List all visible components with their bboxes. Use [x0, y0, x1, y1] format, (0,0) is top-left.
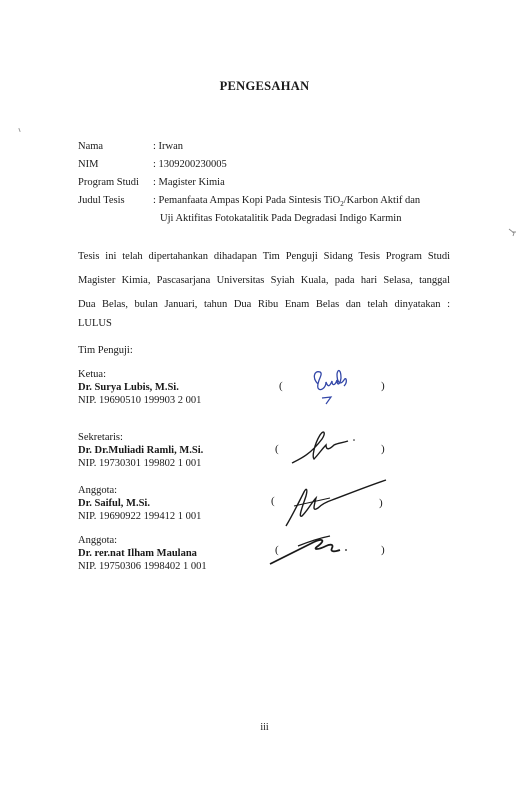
judul-subscript: 2: [340, 200, 344, 209]
signature-open-paren: (: [275, 443, 279, 455]
member-name: Dr. Saiful, M.Si.: [78, 498, 150, 509]
info-value-name: : Irwan: [153, 141, 184, 152]
info-label-nim: NIM: [78, 159, 99, 170]
statement-paragraph: [78, 245, 450, 331]
member-sekretaris: [78, 431, 203, 470]
paragraph-line-4: LULUS: [78, 318, 112, 329]
scan-speck: [18, 128, 20, 132]
member-anggota-1: [78, 484, 201, 523]
signature-anggota-2: [268, 530, 358, 570]
signature-close-paren: ): [381, 544, 385, 556]
member-nip: NIP. 19750306 1998402 1 001: [78, 561, 207, 572]
member-name: Dr. Surya Lubis, M.Si.: [78, 382, 179, 393]
member-nip: NIP. 19690510 199903 2 001: [78, 395, 202, 406]
paragraph-line-2: Magister Kimia, Pascasarjana Universitas Syiah Kuala, pada hari Selasa, tanggal: [78, 275, 450, 286]
page-number: iii: [260, 722, 269, 733]
info-label-judul: Judul Tesis: [78, 195, 125, 206]
member-role: Anggota:: [78, 485, 118, 496]
member-anggota-2: [78, 534, 207, 573]
signature-close-paren: ): [381, 380, 385, 392]
member-nip: NIP. 19730301 199802 1 001: [78, 458, 202, 469]
signature-close-paren: ): [379, 497, 383, 509]
paragraph-line-1: Tesis ini telah dipertahankan dihadapan Tim Penguji Sidang Tesis Program Studi: [78, 251, 450, 262]
signature-anggota-1: [282, 476, 392, 532]
judul-line1-rest: /Karbon Aktif dan: [343, 195, 421, 206]
member-role: Sekretaris:: [78, 432, 123, 443]
info-label-name: Nama: [78, 141, 104, 152]
signature-close-paren: ): [381, 443, 385, 455]
member-role: Anggota:: [78, 535, 118, 546]
member-role: Ketua:: [78, 369, 106, 380]
committee-heading: Tim Penguji:: [78, 345, 133, 356]
member-name: Dr. Dr.Muliadi Ramli, M.Si.: [78, 445, 204, 456]
member-nip: NIP. 19690922 199412 1 001: [78, 511, 202, 522]
scan-mark: [508, 228, 518, 238]
member-name: Dr. rer.nat Ilham Maulana: [78, 548, 197, 559]
signature-open-paren: (: [279, 380, 283, 392]
member-ketua: [78, 368, 201, 407]
signature-ketua: [304, 366, 364, 406]
info-value-judul: [153, 195, 420, 208]
info-label-prodi: Program Studi: [78, 177, 139, 188]
info-value-nim: : 1309200230005: [153, 159, 227, 170]
info-value-prodi: : Magister Kimia: [153, 177, 225, 188]
page-title: PENGESAHAN: [219, 79, 310, 93]
signature-open-paren: (: [271, 495, 275, 507]
paragraph-line-3: Dua Belas, bulan Januari, tahun Dua Ribu Enam Belas dan telah dinyatakan :: [78, 299, 450, 310]
signature-open-paren: (: [275, 544, 279, 556]
judul-line2: Uji Aktifitas Fotokatalitik Pada Degradasi Indigo Karmin: [160, 213, 402, 224]
signature-sekretaris: [286, 425, 366, 469]
judul-line1: : Pemanfaata Ampas Kopi Pada Sintesis TiO: [153, 195, 341, 206]
